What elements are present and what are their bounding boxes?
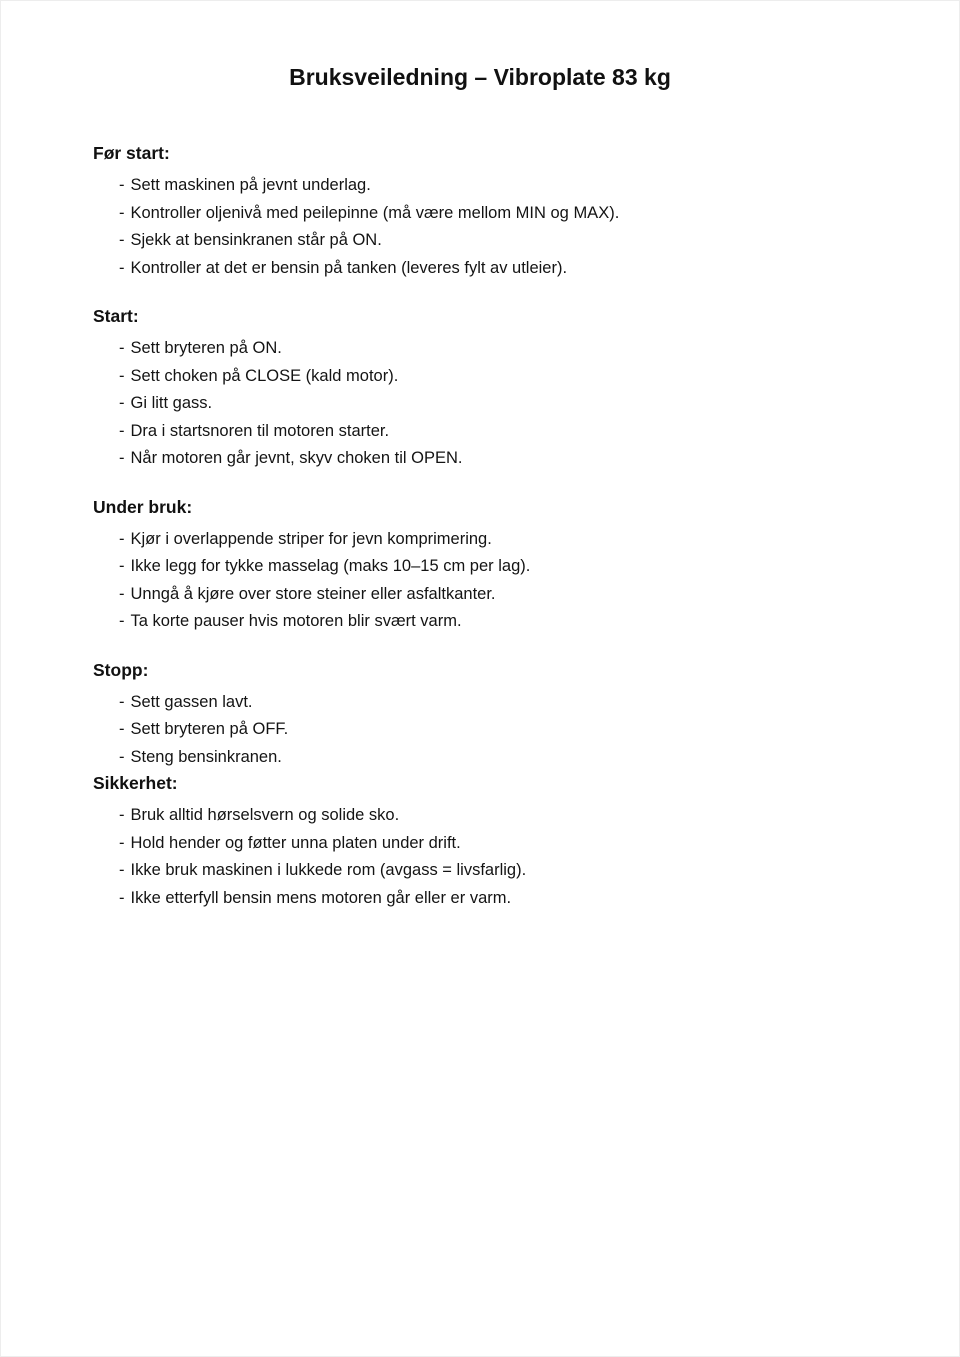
bullet-marker: -: [119, 449, 125, 467]
document-content: [93, 141, 867, 912]
section-stopp: [93, 658, 867, 772]
list-item: [119, 581, 867, 609]
list-item-text: Sett maskinen på jevnt underlag.: [130, 176, 371, 194]
bullet-marker: -: [119, 366, 125, 385]
list-item-text: Sett gassen lavt.: [130, 692, 253, 711]
list-item-text: Steng bensinkranen.: [130, 747, 282, 766]
list-item-text: Når motoren går jevnt, skyv choken til OPEN.: [130, 449, 463, 467]
bullet-marker: -: [119, 176, 125, 194]
bullet-marker: -: [119, 203, 125, 222]
bullet-marker: -: [119, 231, 125, 249]
bullet-marker: -: [119, 557, 125, 575]
section-for-start: [93, 141, 867, 282]
bullet-marker: -: [119, 584, 125, 603]
list-item: [119, 390, 867, 418]
list-item-text: Hold hender og føtter unna platen under drift.: [130, 833, 461, 852]
list-item-text: Ikke bruk maskinen i lukkede rom (avgass = livsfarlig).: [130, 861, 527, 879]
bullet-marker: -: [119, 806, 125, 824]
bullet-marker: -: [119, 861, 125, 879]
list-item-text: Sett bryteren på OFF.: [130, 720, 289, 738]
list-item-text: Kjør i overlappende striper for jevn komprimering.: [130, 529, 492, 548]
list-item: [119, 689, 867, 717]
section-under-bruk: [93, 495, 867, 636]
list-item: [119, 857, 867, 885]
item-list: [93, 172, 867, 282]
list-item-text: Sett choken på CLOSE (kald motor).: [130, 366, 399, 385]
list-item-text: Sett bryteren på ON.: [130, 339, 282, 357]
list-item: [119, 744, 867, 772]
list-item-text: Ta korte pauser hvis motoren blir svært varm.: [130, 612, 462, 630]
list-item: [119, 802, 867, 830]
bullet-marker: -: [119, 747, 125, 766]
list-item: [119, 172, 867, 200]
list-item-text: Dra i startsnoren til motoren starter.: [130, 421, 390, 440]
bullet-marker: -: [119, 833, 125, 852]
list-item: [119, 526, 867, 554]
list-item: [119, 608, 867, 636]
list-item: [119, 553, 867, 581]
item-list: [93, 689, 867, 772]
bullet-marker: -: [119, 612, 125, 630]
bullet-marker: -: [119, 888, 125, 907]
list-item: [119, 885, 867, 913]
item-list: [93, 802, 867, 912]
list-item-text: Ikke legg for tykke masselag (maks 10–15 cm per lag).: [130, 557, 531, 575]
list-item-text: Ikke etterfyll bensin mens motoren går eller er varm.: [130, 888, 512, 907]
list-item: [119, 200, 867, 228]
list-item-text: Kontroller oljenivå med peilepinne (må være mellom MIN og MAX).: [130, 203, 620, 222]
bullet-marker: -: [119, 692, 125, 711]
bullet-marker: -: [119, 421, 125, 440]
item-list: [93, 335, 867, 473]
list-item: [119, 227, 867, 255]
section-heading-start: Start:: [93, 306, 139, 326]
list-item: [119, 418, 867, 446]
list-item-text: Gi litt gass.: [130, 394, 213, 412]
bullet-marker: -: [119, 394, 125, 412]
list-item: [119, 335, 867, 363]
list-item: [119, 363, 867, 391]
list-item-text: Kontroller at det er bensin på tanken (leveres fylt av utleier).: [130, 258, 568, 277]
section-sikkerhet: [93, 771, 867, 912]
list-item: [119, 255, 867, 283]
bullet-marker: -: [119, 720, 125, 738]
list-item: [119, 716, 867, 744]
section-heading-stopp: Stopp:: [93, 659, 149, 680]
section-heading-sikkerhet: Sikkerhet:: [93, 773, 178, 793]
bullet-marker: -: [119, 529, 125, 548]
bullet-marker: -: [119, 258, 125, 277]
bullet-marker: -: [119, 339, 125, 357]
list-item-text: Unngå å kjøre over store steiner eller asfaltkanter.: [130, 584, 496, 603]
document-title: Bruksveiledning – Vibroplate 83 kg: [289, 64, 671, 90]
section-heading-for-start: Før start:: [93, 143, 170, 163]
list-item-text: Bruk alltid hørselsvern og solide sko.: [130, 806, 400, 824]
list-item-text: Sjekk at bensinkranen står på ON.: [130, 231, 382, 249]
section-heading-under-bruk: Under bruk:: [93, 496, 193, 517]
list-item: [119, 830, 867, 858]
list-item: [119, 445, 867, 473]
item-list: [93, 526, 867, 636]
section-start: [93, 304, 867, 473]
